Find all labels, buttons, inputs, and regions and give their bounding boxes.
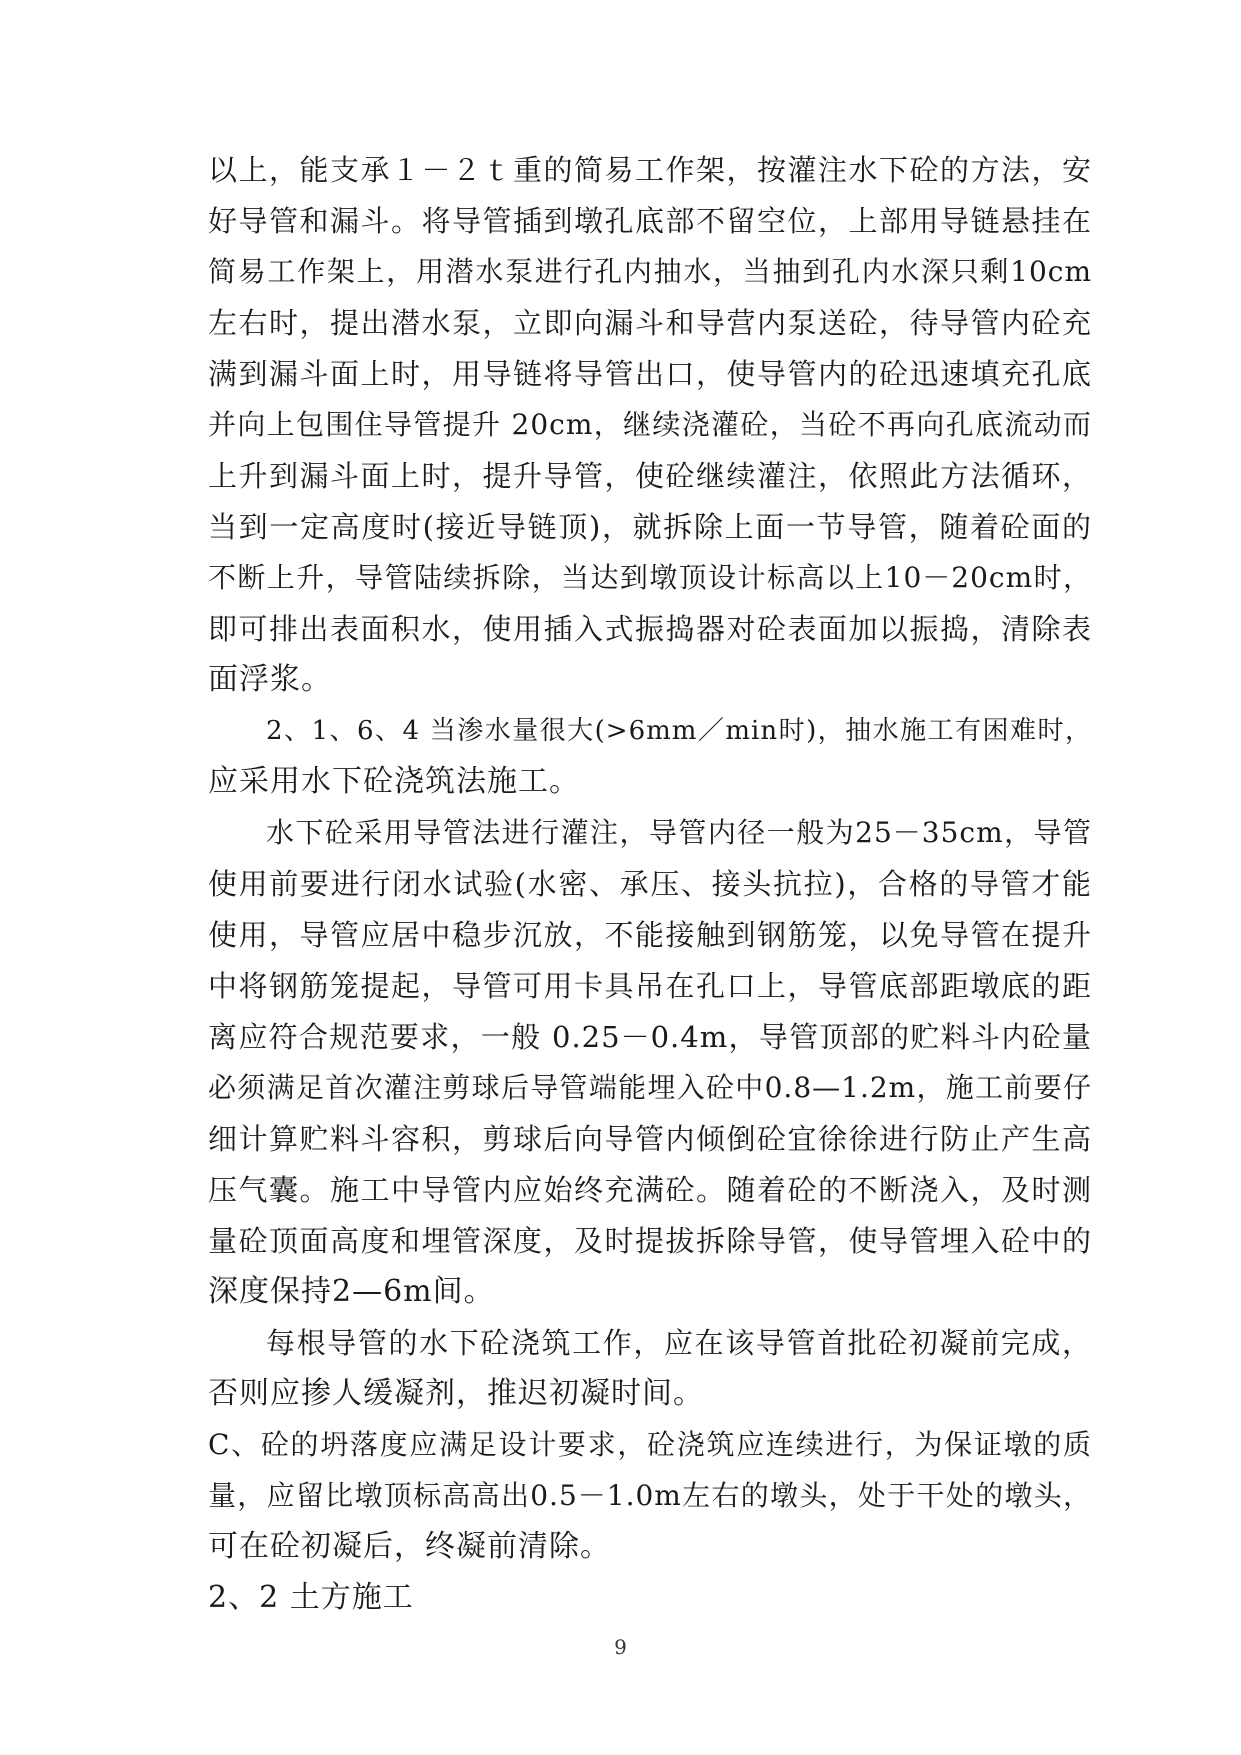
text-line: 必须满足首次灌注剪球后导管端能埋入砼中0.8—1.2m，施工前要仔 <box>208 1071 1092 1104</box>
text-line: 中将钢筋笼提起，导管可用卡具吊在孔口上，导管底部距墩底的距 <box>208 969 1092 1003</box>
text-line: 上升到漏斗面上时，提升导管，使砼继续灌注，依照此方法循环， <box>208 459 1092 493</box>
paragraph-start: 水下砼采用导管法进行灌注，导管内径一般为25－35cm，导管 <box>266 816 1092 849</box>
text-line: 量，应留比墩顶标高高出0.5－1.0m左右的墩头，处于干处的墩头， <box>208 1479 1092 1512</box>
text-line: 简易工作架上，用潜水泵进行孔内抽水，当抽到孔内水深只剩10cm <box>208 255 1092 288</box>
text-line: 可在砼初凝后，终凝前清除。 <box>208 1529 611 1564</box>
section-heading-2-2: 2、2 土方施工 <box>208 1580 414 1615</box>
text-line: 否则应掺人缓凝剂，推迟初凝时间。 <box>208 1376 704 1411</box>
text-line: 以上，能支承１－２ｔ重的简易工作架，按灌注水下砼的方法，安 <box>208 153 1092 187</box>
section-heading-2-1-6-4: 2、1、6、4 当渗水量很大(>6mm／min时)，抽水施工有困难时， <box>266 716 1092 746</box>
text-line: 量砼顶面高度和埋管深度，及时提拔拆除导管，使导管埋入砼中的 <box>208 1224 1092 1258</box>
text-line: 细计算贮料斗容积，剪球后向导管内倾倒砼宜徐徐进行防止产生高 <box>208 1122 1092 1156</box>
text-line: 并向上包围住导管提升 20cm，继续浇灌砼，当砼不再向孔底流动而 <box>208 408 1092 441</box>
text-line: 使用前要进行闭水试验(水密、承压、接头抗拉)，合格的导管才能 <box>208 867 1092 901</box>
text-line: 压气囊。施工中导管内应始终充满砼。随着砼的不断浇入，及时测 <box>208 1173 1092 1207</box>
text-line: 深度保持2—6m间。 <box>208 1274 495 1309</box>
text-line: 离应符合规范要求，一般 0.25－0.4m，导管顶部的贮料斗内砼量 <box>208 1020 1092 1054</box>
text-line: 满到漏斗面上时，用导链将导管出口，使导管内的砼迅速填充孔底 <box>208 357 1092 391</box>
page-number: 9 <box>614 1635 627 1659</box>
text-line: 应采用水下砼浇筑法施工。 <box>208 764 580 799</box>
text-line: 使用，导管应居中稳步沉放，不能接触到钢筋笼，以免导管在提升 <box>208 918 1092 952</box>
paragraph-start: 每根导管的水下砼浇筑工作，应在该导管首批砼初凝前完成， <box>266 1326 1092 1360</box>
item-c-line: C、砼的坍落度应满足设计要求，砼浇筑应连续进行，为保证墩的质 <box>208 1428 1092 1461</box>
text-line: 好导管和漏斗。将导管插到墩孔底部不留空位，上部用导链悬挂在 <box>208 204 1092 238</box>
text-line: 左右时，提出潜水泵，立即向漏斗和导营内泵送砼，待导管内砼充 <box>208 306 1092 340</box>
text-line: 面浮浆。 <box>208 662 332 697</box>
text-line: 即可排出表面积水，使用插入式振捣器对砼表面加以振捣，清除表 <box>208 612 1092 646</box>
text-line: 不断上升，导管陆续拆除，当达到墩顶设计标高以上10－20cm时， <box>208 561 1092 594</box>
text-line: 当到一定高度时(接近导链顶)，就拆除上面一节导管，随着砼面的 <box>208 510 1092 544</box>
